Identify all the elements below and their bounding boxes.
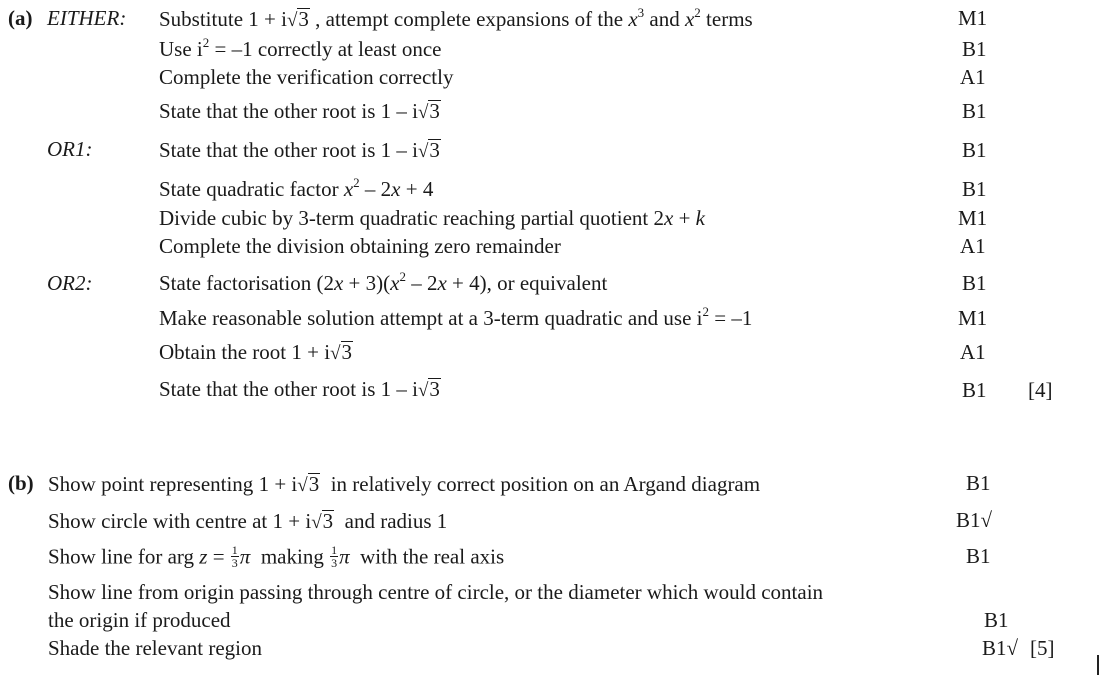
or2-step-4: State that the other root is 1 – i√3 bbox=[159, 377, 440, 401]
step-text: State that the other root is bbox=[159, 377, 381, 401]
b-step-2: Show circle with centre at 1 + i√3 and radius 1 bbox=[48, 509, 448, 533]
sqrt-3: √3 bbox=[297, 472, 320, 496]
mark: B1 bbox=[962, 177, 987, 201]
method-either-label: EITHER: bbox=[47, 6, 127, 30]
part-a-total: [4] bbox=[1028, 378, 1053, 402]
part-b-total: [5] bbox=[1030, 636, 1055, 660]
b-step-1: Show point representing 1 + i√3 in relatively correct position on an Argand diagram bbox=[48, 472, 761, 496]
either-step-2: Use $i^2 = -1$ correctly at least once bbox=[159, 35, 442, 61]
mark: A1 bbox=[960, 65, 986, 89]
mark: B1 bbox=[962, 138, 987, 162]
sqrt-3: √3 bbox=[417, 99, 440, 123]
sqrt-3: √3 bbox=[417, 138, 440, 162]
or1-step-4: Complete the division obtaining zero remainder bbox=[159, 234, 561, 258]
step-text: State that the other root is bbox=[159, 138, 381, 162]
b-step-5: Shade the relevant region bbox=[48, 636, 262, 660]
sqrt-3: √3 bbox=[311, 509, 334, 533]
sqrt-3: √3 bbox=[417, 377, 440, 401]
b-step-4-line-1: Show line from origin passing through centre of circle, or the diameter which would contain bbox=[48, 580, 824, 604]
mark: B1 bbox=[962, 378, 987, 402]
mark: B1√ bbox=[982, 636, 1019, 660]
mark: B1 bbox=[966, 471, 991, 495]
mark: B1 bbox=[984, 608, 1009, 632]
either-step-3: Complete the verification correctly bbox=[159, 65, 454, 89]
or1-step-3: Divide cubic by 3-term quadratic reaching partial quotient 2x + k bbox=[159, 206, 705, 230]
or1-step-2: State quadratic factor $x^2 - 2x + 4$ bbox=[159, 175, 434, 201]
or2-step-1: State factorisation $(2x + 3)(x^2 - 2x + 4)$, or equivalent bbox=[159, 269, 608, 295]
sqrt-3: √3 bbox=[330, 340, 353, 364]
step-text: Substitute bbox=[159, 7, 249, 31]
step-text: State that the other root is bbox=[159, 99, 381, 123]
or2-step-2: Make reasonable solution attempt at a 3-term quadratic and use $i^2 = -1$ bbox=[159, 304, 753, 330]
fraction-one-third: $\frac{1}{3}$ bbox=[231, 543, 238, 570]
text-cursor bbox=[1097, 655, 1099, 675]
or1-step-1: State that the other root is 1 – i√3 bbox=[159, 138, 440, 162]
either-step-1: Substitute 1 + i√3 , attempt complete expansions of the $x^3$ and $x^2$ terms bbox=[159, 5, 753, 31]
either-step-4: State that the other root is 1 – i√3 bbox=[159, 99, 440, 123]
or2-step-3: Obtain the root 1 + i√3 bbox=[159, 340, 353, 364]
mark: A1 bbox=[960, 340, 986, 364]
b-step-3: Show line for arg z = $\frac{1}{3}$ π making $\frac{1}{3}$ π with the real axis bbox=[48, 543, 505, 570]
b-step-4-line-2: the origin if produced bbox=[48, 608, 231, 632]
mark: B1√ bbox=[956, 508, 993, 532]
mark: A1 bbox=[960, 234, 986, 258]
fraction-one-third: $\frac{1}{3}$ bbox=[331, 543, 338, 570]
mark: M1 bbox=[958, 306, 988, 330]
mark: B1 bbox=[962, 37, 987, 61]
mark: M1 bbox=[958, 6, 988, 30]
sqrt-3: √3 bbox=[286, 7, 309, 31]
method-or1-label: OR1: bbox=[47, 137, 93, 161]
mark: B1 bbox=[962, 271, 987, 295]
step-text: Obtain the root bbox=[159, 340, 292, 364]
mark: B1 bbox=[966, 544, 991, 568]
part-a-label: (a) bbox=[8, 6, 33, 30]
mark: B1 bbox=[962, 99, 987, 123]
mark: M1 bbox=[958, 206, 988, 230]
step-text: Show circle with centre at bbox=[48, 509, 273, 533]
step-text: Show point representing bbox=[48, 472, 259, 496]
part-b-label: (b) bbox=[8, 471, 34, 495]
method-or2-label: OR2: bbox=[47, 271, 93, 295]
